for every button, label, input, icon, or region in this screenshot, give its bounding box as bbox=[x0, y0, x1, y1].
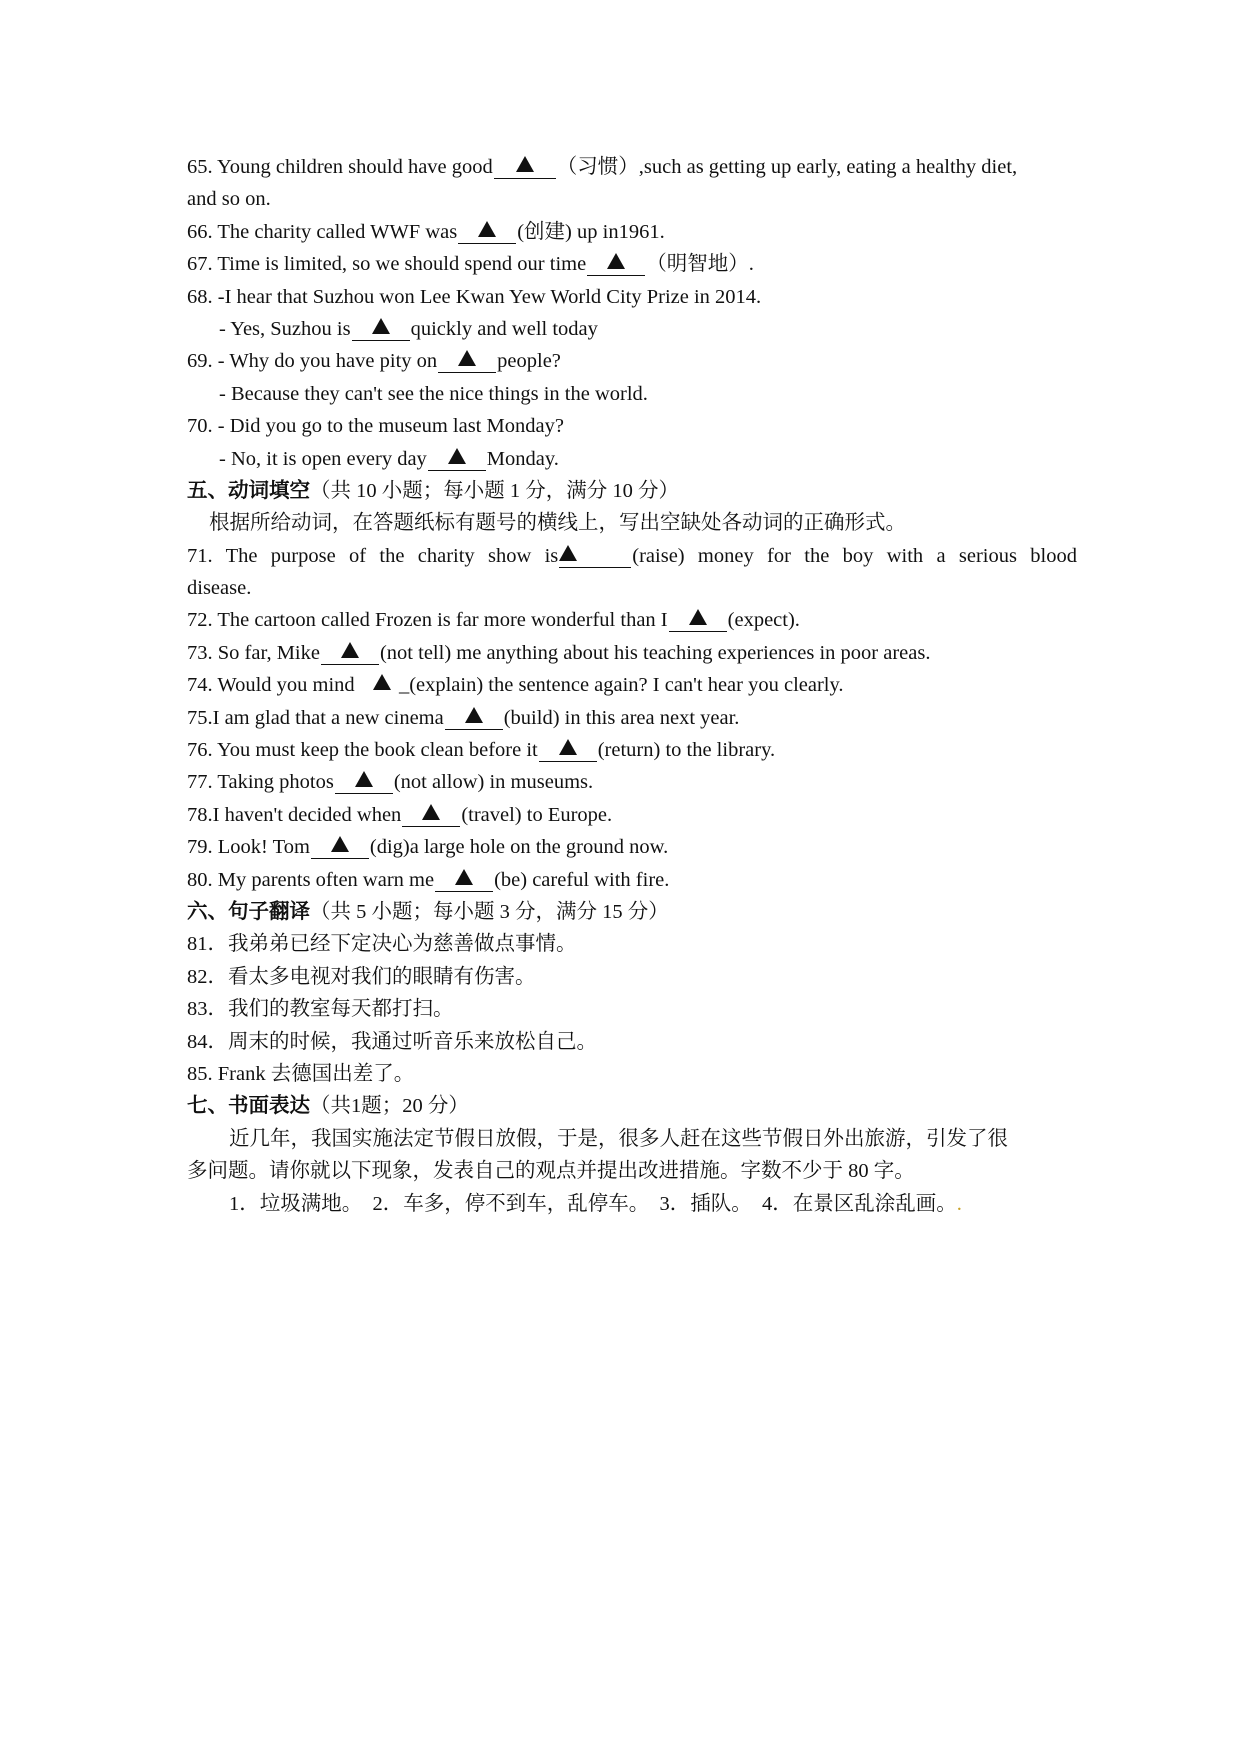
triangle-icon bbox=[458, 350, 476, 366]
answer-blank[interactable] bbox=[438, 350, 496, 373]
q65-hint: （习惯）,such as getting up early, eating a healthy diet, bbox=[556, 156, 1018, 178]
section-score: （共1题；20 分） bbox=[310, 1095, 469, 1118]
stray-dot: . bbox=[956, 1192, 962, 1215]
q83-line bbox=[187, 993, 1077, 1025]
q79-hint: (dig)a large hole on the ground now. bbox=[369, 836, 669, 859]
instructions-text: 根据所给动词，在答题纸标有题号的横线上，写出空缺处各动词的正确形式。 bbox=[209, 512, 906, 535]
essay-prompt-text: 多问题。请你就以下现象，发表自己的观点并提出改进措施。字数不少于 80 字。 bbox=[187, 1160, 915, 1183]
triangle-icon bbox=[355, 771, 373, 787]
q70-question: 70. - Did you go to the museum last Monday? bbox=[187, 415, 564, 438]
triangle-icon bbox=[341, 642, 359, 658]
q70-answer-start: - No, it is open every day bbox=[219, 447, 427, 470]
q74-line bbox=[187, 669, 1077, 701]
answer-blank[interactable] bbox=[669, 609, 727, 632]
q75-line bbox=[187, 702, 1077, 734]
triangle-icon bbox=[478, 221, 496, 237]
section-5-instructions bbox=[187, 507, 1077, 539]
essay-prompt-text: 近几年，我国实施法定节假日放假，于是，很多人赶在这些节假日外出旅游，引发了很 bbox=[229, 1127, 1008, 1150]
q75-text: 75.I am glad that a new cinema bbox=[187, 706, 444, 729]
q66-hint: (创建) up in1961. bbox=[517, 220, 665, 243]
answer-blank[interactable] bbox=[321, 642, 379, 665]
q72-text: 72. The cartoon called Frozen is far more wonderful than I bbox=[187, 609, 668, 632]
q68-question: 68. -I hear that Suzhou won Lee Kwan Yew World City Prize in 2014. bbox=[187, 285, 762, 308]
q65-line-2 bbox=[187, 183, 1077, 215]
answer-blank[interactable] bbox=[402, 804, 460, 827]
q67-line bbox=[187, 248, 1077, 280]
q68-line-1 bbox=[187, 281, 1077, 313]
q76-hint: (return) to the library. bbox=[597, 739, 776, 762]
triangle-icon bbox=[331, 836, 349, 852]
q83-text: 83．我们的教室每天都打扫。 bbox=[187, 998, 454, 1021]
answer-blank[interactable] bbox=[587, 253, 645, 276]
q82-line bbox=[187, 961, 1077, 993]
section-title: 五、动词填空 bbox=[187, 479, 310, 502]
triangle-icon[interactable] bbox=[373, 674, 391, 690]
q69-line-1 bbox=[187, 345, 1077, 377]
q68-answer-start: - Yes, Suzhou is bbox=[219, 317, 351, 340]
q79-text: 79. Look! Tom bbox=[187, 836, 310, 859]
q71-line-1 bbox=[187, 540, 1077, 572]
triangle-icon bbox=[607, 253, 625, 269]
answer-blank[interactable] bbox=[494, 156, 556, 179]
q71-text-end: (raise) money for the boy with a serious blood bbox=[632, 544, 1077, 567]
q70-answer-end: Monday. bbox=[486, 447, 559, 470]
triangle-icon bbox=[372, 318, 390, 334]
essay-prompt-line-1 bbox=[187, 1123, 1077, 1155]
triangle-icon bbox=[455, 869, 473, 885]
q80-text: 80. My parents often warn me bbox=[187, 868, 435, 891]
answer-blank[interactable] bbox=[335, 771, 393, 794]
q69-line-2 bbox=[187, 378, 1077, 410]
q67-hint: （明智地）. bbox=[646, 253, 754, 276]
q69-question: 69. - Why do you have pity on bbox=[187, 350, 438, 373]
answer-blank[interactable] bbox=[428, 448, 486, 471]
q80-hint: (be) careful with fire. bbox=[494, 868, 670, 891]
triangle-icon bbox=[448, 448, 466, 464]
q70-line-2 bbox=[187, 443, 1077, 475]
q72-line bbox=[187, 604, 1077, 636]
section-score: （共 10 小题；每小题 1 分，满分 10 分） bbox=[310, 479, 679, 502]
q77-hint: (not allow) in museums. bbox=[393, 771, 594, 794]
section-7-heading bbox=[187, 1090, 1077, 1122]
triangle-icon bbox=[689, 609, 707, 625]
answer-blank[interactable] bbox=[435, 869, 493, 892]
q72-hint: (expect). bbox=[727, 609, 800, 632]
q81-line bbox=[187, 928, 1077, 960]
triangle-icon bbox=[559, 545, 577, 561]
q84-line bbox=[187, 1026, 1077, 1058]
triangle-icon bbox=[559, 739, 577, 755]
answer-blank[interactable] bbox=[445, 707, 503, 730]
q75-hint: (build) in this area next year. bbox=[503, 706, 740, 729]
q79-line bbox=[187, 831, 1077, 863]
q69-answer: - Because they can't see the nice things in the world. bbox=[219, 382, 648, 405]
section-score: （共 5 小题；每小题 3 分，满分 15 分） bbox=[310, 900, 669, 923]
q77-line bbox=[187, 766, 1077, 798]
q71-continuation: disease. bbox=[187, 577, 252, 600]
exam-page bbox=[187, 151, 1077, 1220]
q78-line bbox=[187, 799, 1077, 831]
triangle-icon bbox=[422, 804, 440, 820]
answer-blank[interactable] bbox=[559, 545, 631, 568]
q74-hint: _(explain) the sentence again? I can't hear you clearly. bbox=[398, 674, 844, 697]
q73-text: 73. So far, Mike bbox=[187, 641, 320, 664]
q68-answer-end: quickly and well today bbox=[410, 317, 598, 340]
q66-line bbox=[187, 216, 1077, 248]
q82-text: 82．看太多电视对我们的眼睛有伤害。 bbox=[187, 965, 536, 988]
q65-line-1 bbox=[187, 151, 1077, 183]
q67-text: 67. Time is limited, so we should spend our time bbox=[187, 253, 587, 276]
q70-line-1 bbox=[187, 410, 1077, 442]
q74-text: 74. Would you mind bbox=[187, 674, 355, 697]
essay-prompt-line-2 bbox=[187, 1155, 1077, 1187]
q71-text: 71. The purpose of the charity show is bbox=[187, 544, 559, 567]
section-5-heading bbox=[187, 475, 1077, 507]
q65-text: 65. Young children should have good bbox=[187, 156, 493, 178]
q76-line bbox=[187, 734, 1077, 766]
answer-blank[interactable] bbox=[352, 318, 410, 341]
q66-text: 66. The charity called WWF was bbox=[187, 220, 458, 243]
section-6-heading bbox=[187, 896, 1077, 928]
answer-blank[interactable] bbox=[539, 739, 597, 762]
triangle-icon bbox=[465, 707, 483, 723]
q77-text: 77. Taking photos bbox=[187, 771, 334, 794]
q80-line bbox=[187, 864, 1077, 896]
q85-text: 85. Frank 去德国出差了。 bbox=[187, 1062, 415, 1085]
q76-text: 76. You must keep the book clean before it bbox=[187, 739, 538, 762]
section-title: 六、句子翻译 bbox=[187, 900, 310, 923]
q85-line bbox=[187, 1058, 1077, 1090]
section-title: 七、书面表达 bbox=[187, 1095, 310, 1118]
answer-blank[interactable] bbox=[311, 836, 369, 859]
triangle-icon bbox=[516, 156, 534, 172]
q78-text: 78.I haven't decided when bbox=[187, 803, 402, 826]
q81-text: 81．我弟弟已经下定决心为慈善做点事情。 bbox=[187, 933, 577, 956]
q68-line-2 bbox=[187, 313, 1077, 345]
q78-hint: (travel) to Europe. bbox=[461, 803, 613, 826]
q73-hint: (not tell) me anything about his teaching experiences in poor areas. bbox=[379, 641, 931, 664]
essay-points-line bbox=[187, 1188, 1077, 1220]
q71-line-2 bbox=[187, 572, 1077, 604]
answer-blank[interactable] bbox=[458, 221, 516, 244]
q84-text: 84．周末的时候，我通过听音乐来放松自己。 bbox=[187, 1030, 597, 1053]
essay-points: 1．垃圾满地。 2．车多，停不到车，乱停车。 3．插队。 4．在景区乱涂乱画。 bbox=[229, 1192, 957, 1215]
q69-question-end: people? bbox=[497, 350, 561, 373]
q73-line bbox=[187, 637, 1077, 669]
q65-continuation: and so on. bbox=[187, 188, 271, 211]
